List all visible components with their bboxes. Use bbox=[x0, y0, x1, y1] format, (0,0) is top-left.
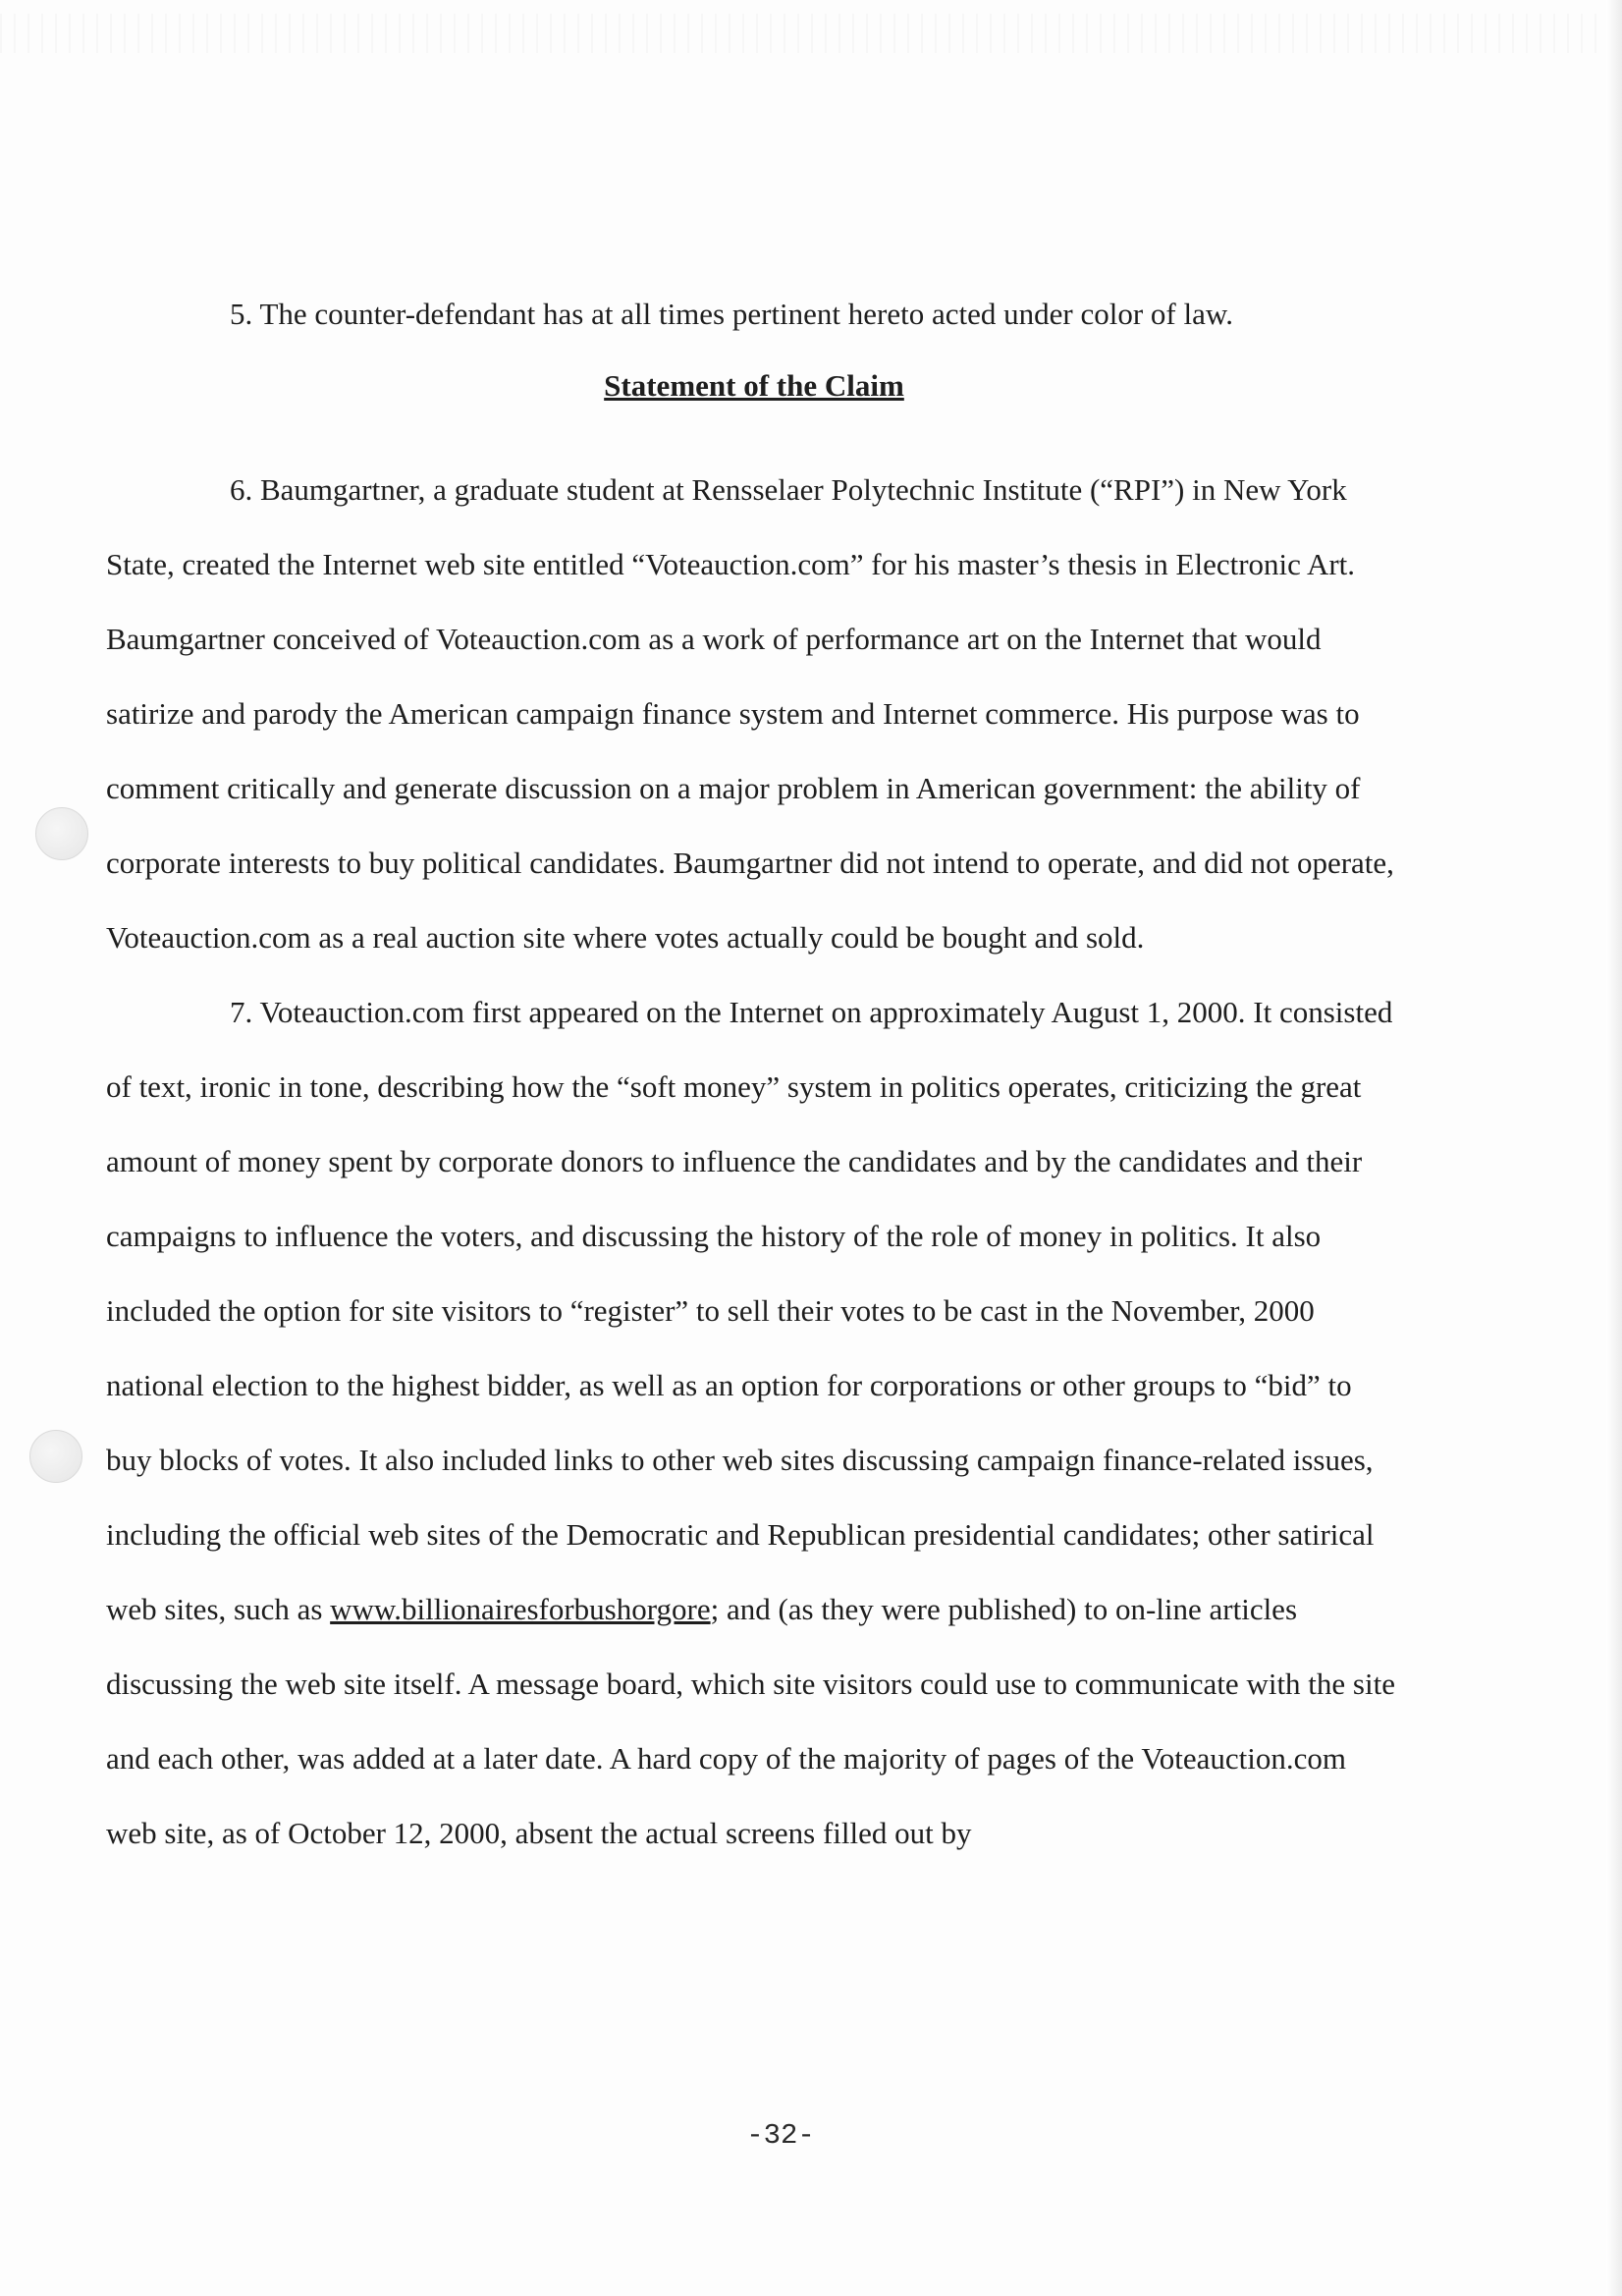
paragraph-5 bbox=[106, 295, 1402, 334]
heading-text: Statement of the Claim bbox=[604, 368, 904, 403]
paragraph-text-continued: ; and (as they were published) to on-line articles discussing the web site itself. A message board, which site visitors could use to communicate with the site and each other, was added at a later date. A hard copy of the majority of pages of the Voteauction.com web site, as of October 12, 2000, absent the actual screens filled out by bbox=[106, 1592, 1395, 1850]
punch-hole bbox=[35, 807, 88, 860]
paragraph-number: 7. bbox=[230, 995, 253, 1029]
paragraph-7 bbox=[106, 975, 1402, 1871]
website-link[interactable]: www.billionairesforbushorgore bbox=[330, 1592, 711, 1626]
paragraph-text: Baumgartner, a graduate student at Rensselaer Polytechnic Institute (“RPI”) in New York State, created the Internet web site entitled “Voteauction.com” for his master’s thesis in Electronic Art. Baumgartner conceived of Voteauction.com as a work of performance art on the Internet that would satirize and parody the American campaign finance system and Internet commerce. His purpose was to comment critically and generate discussion on a major problem in American government: the ability of corporate interests to buy political candidates. Baumgartner did not intend to operate, and did not operate, Voteauction.com as a real auction site where votes actually could be bought and sold. bbox=[106, 472, 1394, 955]
scan-edge bbox=[1606, 0, 1622, 2296]
paragraph-text: Voteauction.com first appeared on the Internet on approximately August 1, 2000. It consisted of text, ironic in tone, describing how the “soft money” system in politics operates, criticizing the great amount of money spent by corporate donors to influence the candidates and by the candidates and their campaigns to influence the voters, and discussing the history of the role of money in politics. It also included the option for site visitors to “register” to sell their votes to be cast in the November, 2000 national election to the highest bidder, as well as an option for corporations or other groups to “bid” to buy blocks of votes. It also included links to other web sites discussing campaign finance-related issues, including the official web sites of the Democratic and Republican presidential candidates; other satirical web sites, such as bbox=[106, 995, 1393, 1626]
punch-hole bbox=[29, 1430, 82, 1483]
scan-noise bbox=[0, 14, 1622, 53]
paragraph-number: 5. bbox=[230, 297, 253, 331]
paragraph-6 bbox=[106, 453, 1402, 975]
page-number: -32- bbox=[746, 2119, 815, 2152]
paragraph-number: 6. bbox=[230, 472, 253, 507]
paragraph-text: The counter-defendant has at all times pertinent hereto acted under color of law. bbox=[259, 297, 1233, 331]
section-heading bbox=[106, 366, 1402, 406]
document-body bbox=[106, 295, 1402, 1871]
